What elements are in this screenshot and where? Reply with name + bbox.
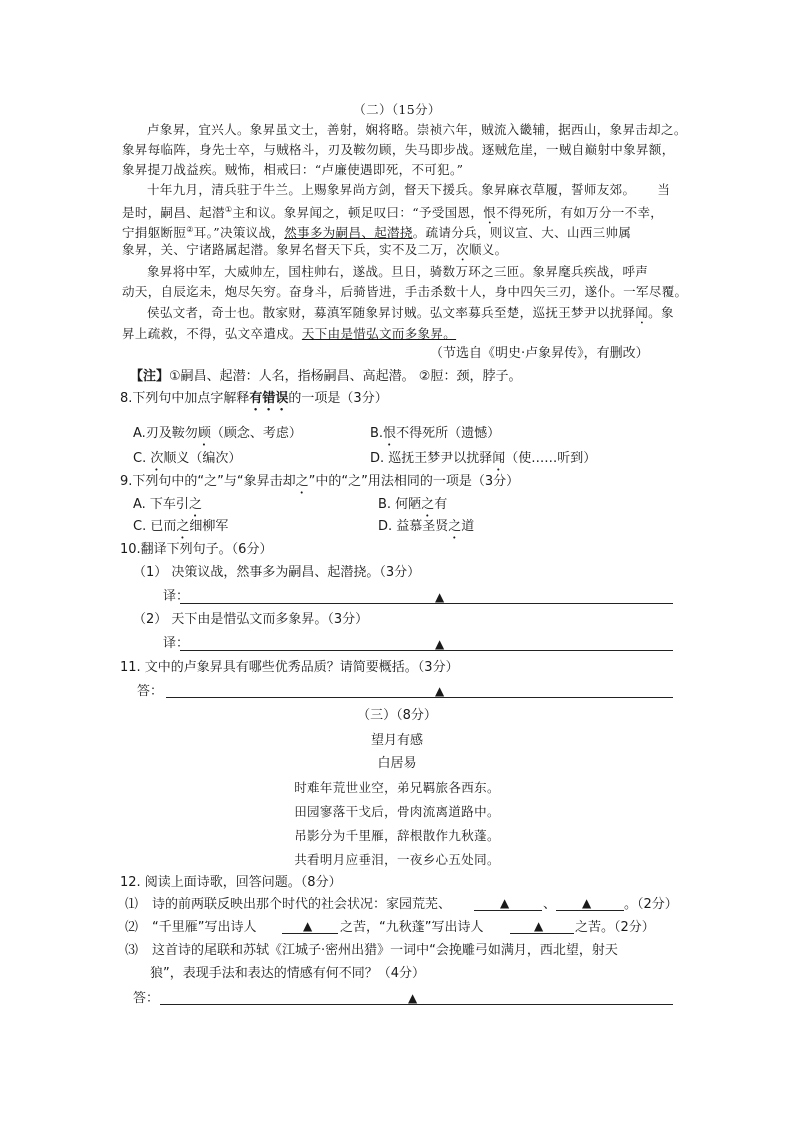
question-8-stem: [120, 391, 388, 414]
question-12-sub-1: [125, 897, 451, 913]
translation-label: 译：: [163, 636, 190, 651]
dotted-character: 闻: [492, 451, 506, 466]
passage-line: 象昇提刀战益疾。贼怖，相戒曰：“卢廉使遇即死，不可犯。”: [122, 162, 464, 177]
question-12-sub-2: [125, 920, 257, 936]
answer-line[interactable]: [180, 650, 673, 651]
sub-number: ⑵: [125, 920, 139, 935]
blank-separator: 、: [543, 897, 557, 912]
passage-text: 侯弘文者，奇士也。散家财，募滇军随象昇讨贼。弘文率募兵至楚，巡抚王梦尹以扰驿: [147, 305, 636, 320]
poem-line: 时难年荒世业空，弟兄羁旅各西东。: [294, 780, 500, 795]
poem-title: 望月有感: [370, 733, 423, 748]
poem-line: 田园寥落干戈后，骨肉流离道路中。: [294, 804, 500, 819]
option-text: C.: [133, 451, 151, 466]
translation-label: 译：: [163, 589, 190, 604]
question-10-stem: 10.翻译下列句子。（6分）: [120, 542, 273, 557]
answer-line[interactable]: [180, 603, 673, 604]
question-12-sub-3-cont: 狼”，表现手法和表达的情感有何不同？（4分）: [150, 966, 426, 981]
passage-line: [147, 305, 674, 327]
answer-marker-icon: ▲: [435, 590, 445, 604]
question-text: “千里雁”写出诗人: [152, 920, 257, 935]
option-text: B.: [370, 426, 384, 441]
question-10-sentence-1: （1） 决策议战，然事多为嗣昌、起潜挠。（3分）: [133, 565, 421, 580]
dotted-character: 之: [448, 519, 462, 534]
answer-line[interactable]: [166, 697, 673, 698]
question-9-option-d: [378, 519, 474, 542]
passage-text: 十年九月，清兵驻于牛兰。上赐象昇尚方剑，督天下援兵。象昇麻衣草履，誓师友郊。: [147, 182, 636, 197]
answer-blank[interactable]: [282, 933, 338, 934]
option-text: A. 下车引: [133, 497, 189, 512]
passage-text: 不得死所，有如万分一不幸，: [496, 205, 664, 221]
passage-line: [122, 242, 508, 264]
dotted-character: 次: [150, 451, 164, 466]
dotted-character: 之: [421, 497, 435, 512]
answer-blank[interactable]: [556, 910, 624, 911]
section3-heading: （三）（8分）: [357, 708, 437, 723]
question-text: 这首诗的尾联和苏轼《江城子·密州出猎》一词中“会挽雕弓如满月，西北望，射天: [152, 943, 618, 958]
option-text: D. 益慕圣贤: [378, 519, 449, 534]
question-12-sub-3: [125, 943, 618, 959]
passage-text: 是时，嗣昌、起潜: [122, 205, 225, 221]
poem-line: 共看明月应垂泪，一夜乡心五处同。: [294, 852, 500, 867]
question-9-stem: [120, 474, 519, 497]
passage-line: 象昇将中军，大威帅左，国柱帅右，遂战。旦日，骑数万环之三匝。象昇麾兵疾战，呼声: [147, 264, 649, 279]
passage-text: 象昇，关、宁诸路属起潜。象昇名督天下兵，实不及二万，: [122, 242, 457, 257]
question-8-option-c: [133, 451, 241, 474]
answer-label: 答：: [137, 684, 164, 699]
dotted-character: 顾: [197, 426, 211, 441]
passage-line: 动天，自辰迄未，炮尽矢穷。奋身斗，后骑皆进，手击杀数十人，身中四矢三刃，遂仆。一军尽覆。: [122, 284, 688, 299]
note-label: 【注】: [130, 369, 170, 384]
option-text: B. 何陋: [378, 497, 422, 512]
question-8-option-a: [133, 426, 302, 449]
poem-line: 吊影分为千里雁，辞根散作九秋蓬。: [294, 828, 500, 843]
dotted-character: 恨: [483, 205, 497, 221]
question-text: 诗的前两联反映出那个时代的社会状况：家园荒芜、: [152, 897, 452, 912]
sub-number: ⑶: [125, 943, 139, 958]
passage-text: 主和议。象昇闻之，顿足叹曰：“予受国恩，: [232, 205, 484, 221]
dotted-character: 次: [456, 242, 469, 257]
option-text: C. 已而: [133, 519, 177, 534]
question-text: 9.下列句中的“之”与“象昇击却: [120, 474, 296, 489]
dotted-character: 之: [295, 474, 309, 489]
passage-text: 耳。”决策议战，: [193, 225, 285, 241]
emphasized-text: 有错误: [249, 391, 289, 406]
option-text: （顾念、考虑）: [210, 426, 302, 441]
option-text: 细柳军: [189, 519, 229, 534]
passage-note: [130, 369, 521, 385]
poem-author: 白居易: [377, 756, 417, 771]
option-text: D. 巡抚王梦尹以扰驿: [370, 451, 493, 466]
passage-line: [147, 182, 670, 198]
dotted-character: 恨: [383, 426, 397, 441]
answer-blank[interactable]: [510, 933, 574, 934]
passage-text: 昇上疏救，不得，弘文卒遣戍。: [122, 326, 302, 341]
answer-marker-icon: ▲: [534, 919, 544, 933]
dotted-character: 闻: [635, 305, 649, 320]
question-9-option-b: [378, 497, 447, 520]
question-text: 的一项是（3分）: [288, 391, 388, 406]
question-9-option-a: [133, 497, 202, 520]
passage-line: [122, 222, 631, 241]
answer-marker-icon: ▲: [435, 637, 445, 651]
dotted-character: 之: [176, 519, 190, 534]
note-text: ①嗣昌、起潜：人名，指杨嗣昌、高起潜。 ②脰：颈，脖子。: [169, 369, 522, 384]
question-text: 之苦，“九秋蓬”写出诗人: [340, 920, 484, 935]
underlined-sentence: 然事多为嗣昌、起潜挠: [284, 225, 413, 241]
passage-line: 卢象昇，宜兴人。象昇虽文士，善射，娴将略。崇祯六年，贼流入畿辅，据西山，象昇击却之。: [147, 122, 687, 137]
question-8-option-d: [370, 451, 596, 474]
question-12-stem: 12. 阅读上面诗歌，回答问题。（8分）: [120, 875, 342, 890]
passage-text: 。象: [648, 305, 674, 320]
answer-marker-icon: ▲: [408, 991, 418, 1005]
passage-text: 当: [657, 182, 671, 197]
section2-heading: （二）（15分）: [353, 102, 441, 117]
answer-marker-icon: ▲: [500, 896, 510, 910]
answer-blank[interactable]: [474, 910, 542, 911]
passage-text: 。疏请分兵，则议宣、大、山西三帅属: [412, 225, 632, 241]
answer-marker-icon: ▲: [582, 896, 592, 910]
answer-marker-icon: ▲: [435, 684, 445, 698]
sub-number: ⑴: [125, 897, 139, 912]
option-text: 道: [461, 519, 475, 534]
question-11-stem: 11. 文中的卢象昇具有哪些优秀品质？请简要概括。（3分）: [120, 660, 459, 675]
footnote-marker: ②: [186, 225, 194, 234]
answer-label: 答：: [133, 991, 160, 1006]
option-text: 有: [434, 497, 448, 512]
question-text: 8.下列句中加点字解释: [120, 391, 250, 406]
underlined-sentence: 天下由是惜弘文而多象昇。: [301, 326, 457, 341]
question-10-sentence-2: （2） 天下由是惜弘文而多象昇。（3分）: [133, 612, 369, 627]
option-text: A.刃及鞍勿: [133, 426, 198, 441]
question-text: 之苦。（2分）: [575, 920, 655, 935]
option-text: （使……听到）: [505, 451, 597, 466]
question-text: ”中的“之”用法相同的一项是（3分）: [308, 474, 520, 489]
question-9-option-c: [133, 519, 228, 542]
footnote-marker: ①: [224, 205, 233, 214]
option-text: 顺义（编次）: [163, 451, 242, 466]
question-8-option-b: [370, 426, 500, 449]
passage-line: [122, 326, 456, 342]
answer-marker-icon: ▲: [303, 919, 313, 933]
passage-source: （节选自《明史·卢象昇传》，有删改）: [430, 346, 649, 361]
dotted-character: 之: [188, 497, 202, 512]
passage-line: 象昇每临阵，身先士卒，与贼格斗，刃及鞍勿顾，失马即步战。逐贼危崖，一贼自巅射中象昇额，: [122, 142, 675, 157]
passage-text: 宁捐躯断脰: [122, 225, 187, 241]
option-text: 不得死所（遗憾）: [396, 426, 501, 441]
passage-text: 顺义。: [468, 242, 508, 257]
question-text: 。（2分）: [624, 897, 678, 912]
